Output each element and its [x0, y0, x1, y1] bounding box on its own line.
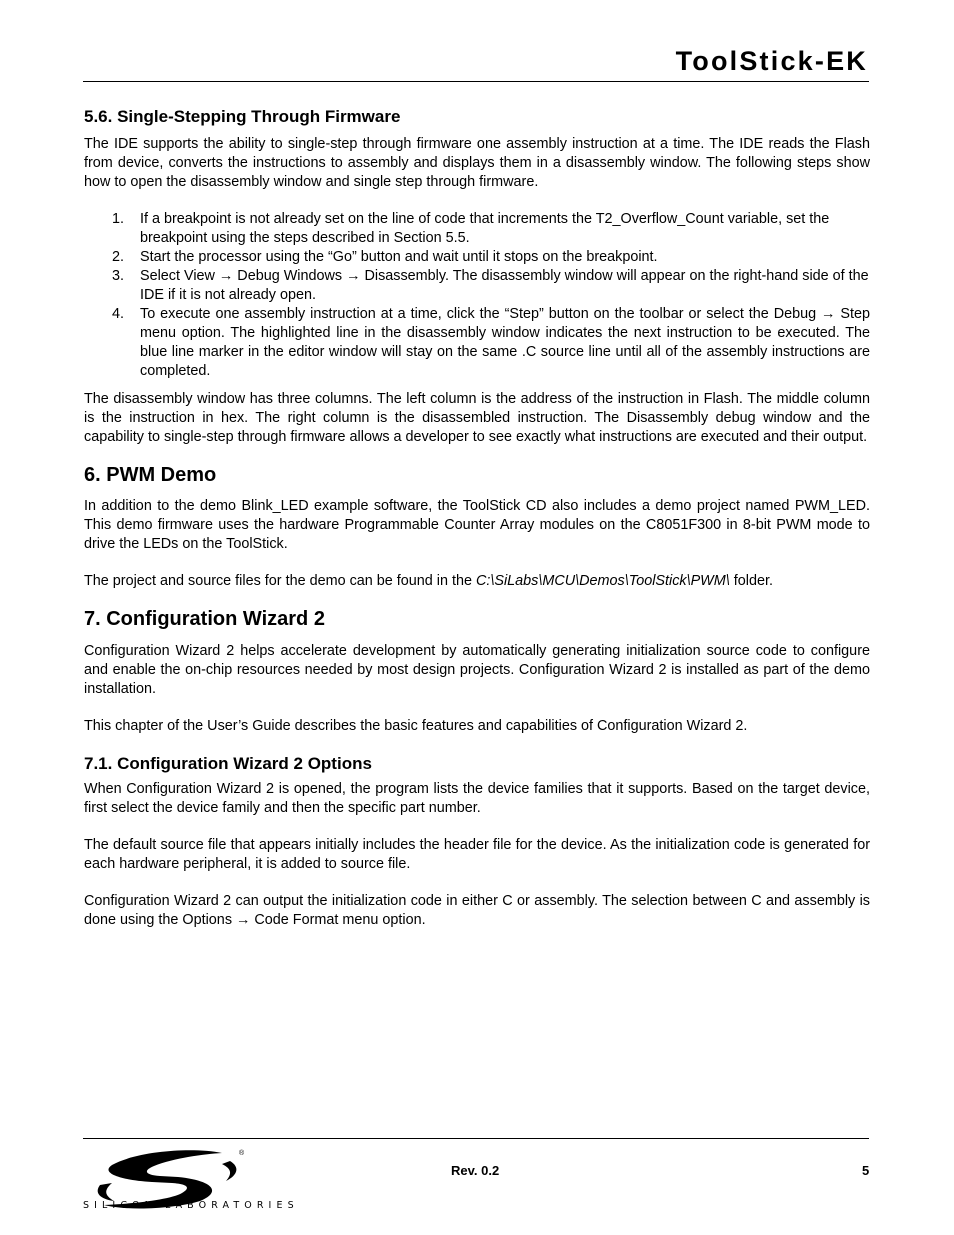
section-7-1-paragraph-2: The default source file that appears initially includes the header file for the device. As the initialization code is generated for each hardware peripheral, it is added to source file. [84, 837, 870, 872]
section-7-1-heading: 7.1. Configuration Wizard 2 Options [84, 754, 372, 773]
list-item [84, 305, 870, 381]
step-number: 4. [112, 306, 125, 322]
section-5-6-heading: 5.6. Single-Stepping Through Firmware [84, 107, 401, 126]
section-7-heading: 7. Configuration Wizard 2 [84, 608, 325, 630]
step-text: To execute one assembly instruction at a time, click the “Step” button on the toolbar or select the Debug → Step menu option. The highlighted line in the disassembly window indicates the next instruction to be executed. The blue line marker in the editor window will stay on the same .C source line until all of the assembly instructions are completed. [140, 306, 870, 379]
section-7-1-paragraph-1: When Configuration Wizard 2 is opened, the program lists the device families that it supports. Based on the target device, first select the device family and then the specific part number. [84, 781, 870, 816]
step-text: If a breakpoint is not already set on the line of code that increments the T2_Overflow_Count variable, set the breakpoint using the steps described in Section 5.5. [140, 211, 830, 246]
page-number: 5 [862, 1163, 870, 1178]
step-number: 2. [112, 249, 125, 265]
path-trail-text: folder. [729, 573, 773, 589]
step-text: Start the processor using the “Go” button and wait until it stops on the breakpoint. [140, 249, 658, 265]
path-lead-text: The project and source files for the demo can be found in the [84, 573, 476, 589]
section-7-paragraph-1: Configuration Wizard 2 helps accelerate development by automatically generating initialization source code to configure and enable the on-chip resources needed by most design projects. Configuration Wizard 2 is installed as part of the demo installation. [84, 643, 870, 697]
section-7-1-paragraph-3: Configuration Wizard 2 can output the initialization code in either C or assembly. The selection between C and assembly is done using the Options → Code Format menu option. [84, 893, 870, 928]
section-7-paragraph-2: This chapter of the User’s Guide describes the basic features and capabilities of Configuration Wizard 2. [84, 718, 748, 734]
logo-wordmark: SILICON LABORATORIES [83, 1200, 299, 1211]
document-title: ToolStick-EK [675, 46, 868, 76]
registered-mark: ® [239, 1150, 245, 1157]
revision-label: Rev. 0.2 [451, 1163, 500, 1178]
folder-path: C:\SiLabs\MCU\Demos\ToolStick\PWM\ [475, 573, 730, 589]
step-number: 3. [112, 268, 125, 284]
section-5-6-intro: The IDE supports the ability to single-step through firmware one assembly instruction at a time. The IDE reads the Flash from device, converts the instructions to assembly and displays them in a disassembly window. The following steps show how to open the disassembly window and single step through firmware. [84, 136, 870, 190]
list-item [84, 248, 870, 267]
section-6-paragraph-1: In addition to the demo Blink_LED example software, the ToolStick CD also includes a demo project named PWM_LED. This demo firmware uses the hardware Programmable Counter Array modules on the C8051F300 in 8-bit PWM mode to drive the LEDs on the ToolStick. [84, 498, 870, 552]
page-content [84, 107, 870, 930]
footer-rule [83, 1138, 869, 1139]
list-item [84, 210, 870, 248]
step-number: 1. [112, 211, 125, 227]
section-6-paragraph-2 [84, 572, 870, 591]
section-5-6-outro: The disassembly window has three columns. The left column is the address of the instruction in Flash. The middle column is the instruction in hex. The right column is the disassembled instruction. The Disassembly debug window and the capability to single-step through firmware allows a developer to see exactly what instructions are executed and their output. [84, 391, 870, 445]
section-6-heading: 6. PWM Demo [84, 464, 217, 486]
step-text: Select View → Debug Windows → Disassembly. The disassembly window will appear on the right-hand side of the IDE if it is not already open. [140, 268, 869, 303]
list-item [84, 267, 870, 305]
header-rule [83, 81, 869, 82]
steps-list [84, 210, 870, 381]
